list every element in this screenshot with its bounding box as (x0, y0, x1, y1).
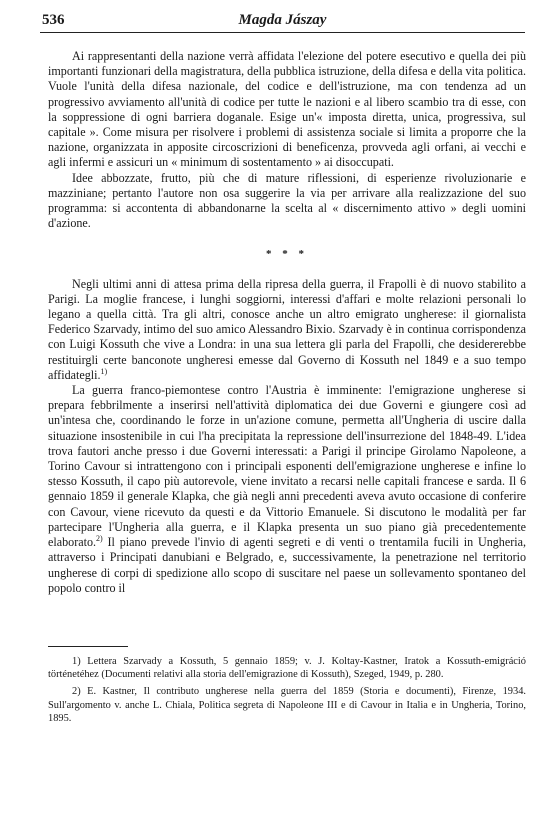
footnote-ref-2: 2) (96, 534, 103, 544)
running-head: Magda Jászay (238, 12, 327, 28)
footnotes (48, 655, 526, 729)
paragraph-4-text-b: Il piano prevede l'invio di agenti segreti e di venti o trentamila fucili in Ungheria, attraverso i Principati danubiani e Belgrado, e, successivamente, la penetrazione nel territorio ungherese di corpi di spedizione allo scopo di suscitare nel paese un sollevamento spontaneo del popolo contro il (48, 535, 526, 595)
paragraph-3 (48, 277, 526, 383)
paragraph-4-text-a: La guerra franco-piemontese contro l'Austria è imminente: l'emigrazione ungherese si prepara febbrilmente a inserirsi nell'attività diplomatica dei due Governi e giungere così ad un'intesa che, coordinando le forze in un'azione comune, permetta all'Ungheria di uscire dalla situazione insostenibile in cui l'ha precipitata la repressione dell'insurrezione del 1848-49. L'idea trova fautori anche presso i due Governi interessati: a Parigi il principe Girolamo Napoleone, a Torino Cavour si intrattengono con i principali esponenti dell'emigrazione ungherese e infine lo stesso Kossuth, il capo più autorevole, viene invitato a recarsi nelle capitali francese e sarda. Il 6 gennaio 1859 il generale Klapka, che già negli anni precedenti aveva avuto occasione di conferire con Cavour, viene ricevuto da questi e da Vittorio Emanuele. Si discutono le modalità per far partecipare l'Ungheria alla guerra, e il Klapka presenta un suo piano già precedentemente elaborato. (48, 383, 526, 550)
paragraph-2: Idee abbozzate, frutto, più che di mature riflessioni, di esperienze rivoluzionarie e mazziniane; pertanto l'autore non osa suggerire la via per arrivare alla realizzazione del suo programma: si accontenta di abbandonarne la scelta al « discernimento attivo » degli uomini d'azione. (48, 170, 526, 231)
body-text (48, 49, 526, 596)
footnote-ref-1: 1) (100, 366, 108, 376)
footnote-2: 2) E. Kastner, Il contributo ungherese nella guerra del 1859 (Storia e documenti), Firenze, 1934. Sull'argomento v. anche L. Chiala, Politica segreta di Napoleone III e di Cavour in Italia e in Ungheria, Torino, 1895. (48, 686, 526, 724)
footnote-1: 1) Lettera Szarvady a Kossuth, 5 gennaio 1859; v. J. Koltay-Kastner, Iratok a Kossuth-emigráció történetéhez (Documenti relativi alla storia dell'emigrazione di Kossuth), Szeged, 1949, p. 280. (48, 656, 526, 681)
paragraph-1: Ai rappresentanti della nazione verrà affidata l'elezione del potere esecutivo e quella dei più importanti funzionari della magistratura, della pubblica istruzione, della difesa e della vita politica. Vuole l'unità della difesa nazionale, del codice e dell'istruzione, ma con tendenza ad un progressivo avviamento all'unità di codice per tutte le nazioni e al libero scambio tra di esse, con la soppressione di ogni barriera doganale. Esige un'« imposta diretta, unica, progressiva, sul capitale ». Come misura per risolvere i problemi di assistenza sociale si limita a proporre che la nazione, organizzata in apposite circoscrizioni di beneficenza, provveda agli orfani, ai vecchi e agli infermi e assicuri un « minimum di sostentamento » ai disoccupati. (48, 49, 526, 170)
section-separator: * * * (266, 248, 308, 261)
paragraph-4 (48, 383, 526, 596)
page-number: 536 (42, 12, 65, 28)
footnote-rule (48, 646, 128, 647)
paragraph-3-text: Negli ultimi anni di attesa prima della ripresa della guerra, il Frapolli è di nuovo stabilito a Parigi. La moglie francese, i lunghi soggiorni, interessi d'affari e molte relazioni personali lo legano a quella città. Tra gli altri, conosce anche un altro emigrato ungherese: il giornalista Federico Szarvady, intimo del suo amico Alessandro Bixio. Szarvady è in continua corrispondenza con Luigi Kossuth che vive a Londra: in una sua lettera gli parla del Frapolli, che desidererebbe restituirgli certe banconote ungheresi emesse dal Governo di Kossuth nel 1849 e a suo tempo affidategli. (48, 276, 526, 382)
page-header (40, 10, 525, 33)
